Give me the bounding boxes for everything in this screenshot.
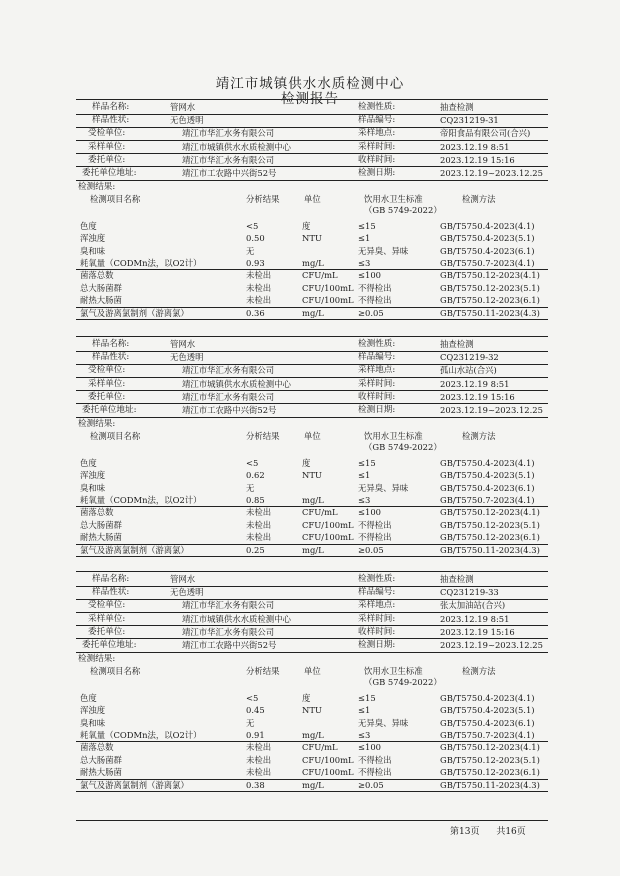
unit-value: CFU/100mL — [302, 532, 354, 543]
item-name: 臭和味 — [80, 482, 106, 493]
sampling-unit-value: 靖江市城镇供水水质检测中心 — [182, 613, 291, 624]
item-name: 耗氧量（CODMn法，以O2计） — [80, 729, 202, 740]
client-unit-label: 受检单位: — [88, 600, 126, 611]
sampling-time-label: 采样时间: — [358, 378, 396, 389]
table-row — [0, 779, 620, 792]
method-value: GB/T5750.11-2023(4.3) — [440, 544, 540, 555]
item-name: 耗氧量（CODMn法，以O2计） — [80, 257, 202, 268]
item-name: 浑浊度 — [80, 470, 106, 481]
item-name: 浑浊度 — [80, 233, 106, 244]
section-bottom-rule — [76, 556, 548, 557]
table-row — [0, 741, 620, 754]
sampling-site-value: 张太加油站(合兴) — [440, 600, 506, 611]
column-header-sub — [0, 204, 620, 217]
standard-value: 不得检出 — [358, 295, 392, 306]
entrust-unit-value: 靖江市华汇水务有限公司 — [182, 626, 275, 637]
sample-property-value: 无色透明 — [170, 587, 204, 598]
item-name: 氯气及游离氯制剂（游离氯） — [80, 307, 189, 318]
standard-value: ≤1 — [358, 470, 371, 481]
sample-name-label: 样品名称: — [92, 102, 130, 112]
method-value: GB/T5750.12-2023(5.1) — [440, 519, 540, 530]
table-row — [0, 294, 620, 307]
table-row — [0, 729, 620, 742]
table-row — [0, 531, 620, 544]
standard-value: ≤100 — [358, 270, 382, 281]
item-name: 菌落总数 — [80, 507, 114, 518]
receive-time-value: 2023.12.19 15:16 — [440, 154, 515, 165]
standard-value: ≤1 — [358, 705, 371, 716]
meta-row — [0, 154, 620, 167]
meta-row — [0, 573, 620, 586]
table-row — [0, 245, 620, 258]
item-name: 色度 — [80, 220, 97, 231]
col-result-header: 分析结果 — [246, 665, 280, 676]
method-value: GB/T5750.11-2023(4.3) — [440, 307, 540, 318]
method-value: GB/T5750.12-2023(4.1) — [440, 270, 540, 281]
item-name: 耗氧量（CODMn法，以O2计） — [80, 494, 202, 505]
results-label: 检测结果: — [78, 418, 116, 429]
table-row — [0, 269, 620, 282]
meta-row — [0, 613, 620, 626]
standard-value: ≤15 — [358, 220, 376, 231]
col-item-header: 检测项目名称 — [90, 430, 141, 441]
result-value: 0.36 — [246, 307, 265, 318]
item-name: 耐热大肠菌 — [80, 767, 122, 778]
unit-value: mg/L — [302, 494, 324, 505]
method-value: GB/T5750.12-2023(4.1) — [440, 742, 540, 753]
col-method-header: 检测方法 — [462, 665, 496, 676]
sample-property-value: 无色透明 — [170, 115, 204, 126]
standard-value: 无异臭、异味 — [358, 482, 409, 493]
page-number: 第13页 — [450, 827, 480, 837]
meta-row — [0, 141, 620, 154]
unit-value: CFU/100mL — [302, 282, 354, 293]
meta-row — [0, 364, 620, 377]
result-value: 0.91 — [246, 729, 265, 740]
table-row — [0, 519, 620, 532]
meta-row — [0, 114, 620, 127]
method-value: GB/T5750.4-2023(5.1) — [440, 233, 535, 244]
method-value: GB/T5750.4-2023(5.1) — [440, 470, 535, 481]
table-row — [0, 457, 620, 470]
sample-property-label: 样品性状: — [92, 115, 130, 126]
sample-property-value: 无色透明 — [170, 352, 204, 363]
result-value: 无 — [246, 245, 255, 256]
standard-value: 无异臭、异味 — [358, 245, 409, 256]
report-title: 靖江市城镇供水水质检测中心 — [215, 76, 405, 92]
method-value: GB/T5750.12-2023(5.1) — [440, 754, 540, 765]
result-value: <5 — [246, 692, 259, 703]
item-name: 菌落总数 — [80, 270, 114, 281]
standard-value: ≥0.05 — [358, 544, 384, 555]
meta-row — [0, 127, 620, 140]
sampling-site-label: 采样地点: — [358, 600, 396, 611]
item-name: 臭和味 — [80, 717, 106, 728]
meta-bottom-rule — [76, 652, 548, 653]
report-subtitle: 检测报告 — [281, 91, 339, 107]
table-row — [0, 232, 620, 245]
test-date-value: 2023.12.19~2023.12.25 — [440, 168, 543, 178]
sampling-time-value: 2023.12.19 8:51 — [440, 378, 510, 389]
unit-value: NTU — [302, 705, 322, 716]
result-value: 未检出 — [246, 519, 272, 530]
result-value: 未检出 — [246, 270, 272, 281]
standard-value: ≤100 — [358, 507, 382, 518]
result-value: 未检出 — [246, 742, 272, 753]
method-value: GB/T5750.4-2023(4.1) — [440, 457, 535, 468]
sampling-site-label: 采样地点: — [358, 128, 396, 139]
standard-value: 不得检出 — [358, 532, 392, 543]
unit-value: CFU/mL — [302, 270, 338, 281]
standard-value: ≥0.05 — [358, 307, 384, 318]
column-header-sub — [0, 441, 620, 454]
entrust-address-value: 靖江市工农路中兴街52号 — [182, 640, 277, 650]
test-nature-value: 抽查检测 — [440, 102, 474, 112]
section-bottom-rule — [76, 791, 548, 792]
item-name: 总大肠菌群 — [80, 754, 122, 765]
receive-time-label: 收样时间: — [358, 154, 396, 165]
result-value: 未检出 — [246, 767, 272, 778]
standard-value: 不得检出 — [358, 754, 392, 765]
sampling-site-value: 帝阳食品有限公司(合兴) — [440, 128, 531, 139]
sample-name-value: 管网水 — [170, 102, 196, 112]
client-unit-label: 受检单位: — [88, 365, 126, 376]
unit-value: 度 — [302, 692, 311, 703]
method-value: GB/T5750.12-2023(6.1) — [440, 532, 540, 543]
sampling-time-label: 采样时间: — [358, 141, 396, 152]
col-item-header: 检测项目名称 — [90, 193, 141, 204]
table-row — [0, 544, 620, 557]
method-value: GB/T5750.12-2023(6.1) — [440, 767, 540, 778]
unit-value: mg/L — [302, 779, 324, 790]
item-name: 臭和味 — [80, 245, 106, 256]
section-top-rule — [76, 99, 548, 100]
unit-value: 度 — [302, 220, 311, 231]
unit-value: CFU/mL — [302, 742, 338, 753]
unit-value: mg/L — [302, 257, 324, 268]
result-value: <5 — [246, 457, 259, 468]
standard-value: ≤15 — [358, 692, 376, 703]
results-label: 检测结果: — [78, 653, 116, 664]
sample-number-value: CQ231219-31 — [440, 115, 499, 126]
unit-value: CFU/100mL — [302, 754, 354, 765]
sampling-unit-value: 靖江市城镇供水水质检测中心 — [182, 378, 291, 389]
unit-value: CFU/100mL — [302, 295, 354, 306]
method-value: GB/T5750.4-2023(5.1) — [440, 705, 535, 716]
standard-value: 不得检出 — [358, 282, 392, 293]
test-nature-label: 检测性质: — [358, 339, 396, 349]
unit-value: 度 — [302, 457, 311, 468]
sample-property-label: 样品性状: — [92, 352, 130, 363]
result-value: 未检出 — [246, 295, 272, 306]
entrust-address-value: 靖江市工农路中兴街52号 — [182, 168, 277, 178]
sample-number-label: 样品编号: — [358, 115, 396, 126]
meta-row — [0, 404, 620, 417]
result-value: 未检出 — [246, 532, 272, 543]
method-value: GB/T5750.7-2023(4.1) — [440, 729, 535, 740]
entrust-unit-value: 靖江市华汇水务有限公司 — [182, 391, 275, 402]
method-value: GB/T5750.12-2023(6.1) — [440, 295, 540, 306]
receive-time-value: 2023.12.19 15:16 — [440, 391, 515, 402]
col-standard-header: 饮用水卫生标准 — [364, 665, 423, 676]
receive-time-label: 收样时间: — [358, 391, 396, 402]
method-value: GB/T5750.12-2023(4.1) — [440, 507, 540, 518]
meta-row — [0, 639, 620, 652]
col-standard-code: （GB 5749-2022） — [364, 441, 442, 452]
meta-row — [0, 351, 620, 364]
standard-value: ≤3 — [358, 494, 371, 505]
sample-number-label: 样品编号: — [358, 587, 396, 598]
standard-value: 无异臭、异味 — [358, 717, 409, 728]
method-value: GB/T5750.4-2023(6.1) — [440, 482, 535, 493]
result-value: 0.85 — [246, 494, 265, 505]
meta-row — [0, 338, 620, 351]
sample-number-value: CQ231219-32 — [440, 352, 499, 363]
meta-row — [0, 626, 620, 639]
item-name: 总大肠菌群 — [80, 282, 122, 293]
table-row — [0, 754, 620, 767]
entrust-unit-value: 靖江市华汇水务有限公司 — [182, 154, 275, 165]
result-value: 0.25 — [246, 544, 265, 555]
unit-value: mg/L — [302, 729, 324, 740]
result-value: 未检出 — [246, 754, 272, 765]
test-nature-label: 检测性质: — [358, 574, 396, 584]
sampling-time-value: 2023.12.19 8:51 — [440, 613, 510, 624]
col-standard-code: （GB 5749-2022） — [364, 204, 442, 215]
entrust-address-value: 靖江市工农路中兴街52号 — [182, 405, 277, 415]
col-standard-header: 饮用水卫生标准 — [364, 430, 423, 441]
receive-time-value: 2023.12.19 15:16 — [440, 626, 515, 637]
test-date-value: 2023.12.19~2023.12.25 — [440, 405, 543, 415]
col-standard-code: （GB 5749-2022） — [364, 676, 442, 687]
client-unit-value: 靖江市华汇水务有限公司 — [182, 128, 275, 139]
page-total: 共16页 — [496, 827, 526, 837]
sample-name-value: 管网水 — [170, 339, 196, 349]
result-value: 0.93 — [246, 257, 265, 268]
entrust-unit-label: 委托单位: — [88, 154, 126, 165]
sample-name-label: 样品名称: — [92, 574, 130, 584]
meta-bottom-rule — [76, 180, 548, 181]
test-date-label: 检测日期: — [358, 405, 396, 415]
col-method-header: 检测方法 — [462, 430, 496, 441]
test-nature-value: 抽查检测 — [440, 574, 474, 584]
standard-value: ≤15 — [358, 457, 376, 468]
footer-rule — [76, 820, 548, 821]
unit-value: mg/L — [302, 544, 324, 555]
entrust-address-label: 委托单位地址: — [82, 168, 137, 178]
standard-value: ≤3 — [358, 257, 371, 268]
meta-row — [0, 101, 620, 114]
standard-value: 不得检出 — [358, 519, 392, 530]
col-unit-header: 单位 — [304, 193, 321, 204]
entrust-address-label: 委托单位地址: — [82, 405, 137, 415]
method-value: GB/T5750.4-2023(6.1) — [440, 717, 535, 728]
table-row — [0, 257, 620, 270]
sample-name-label: 样品名称: — [92, 339, 130, 349]
result-value: 无 — [246, 717, 255, 728]
section-top-rule — [76, 571, 548, 572]
table-row — [0, 282, 620, 295]
unit-value: CFU/100mL — [302, 519, 354, 530]
test-date-label: 检测日期: — [358, 640, 396, 650]
standard-value: ≥0.05 — [358, 779, 384, 790]
col-unit-header: 单位 — [304, 430, 321, 441]
col-standard-header: 饮用水卫生标准 — [364, 193, 423, 204]
table-row — [0, 704, 620, 717]
test-nature-value: 抽查检测 — [440, 339, 474, 349]
sample-number-value: CQ231219-33 — [440, 587, 499, 598]
receive-time-label: 收样时间: — [358, 626, 396, 637]
item-name: 浑浊度 — [80, 705, 106, 716]
method-value: GB/T5750.12-2023(5.1) — [440, 282, 540, 293]
section-top-rule — [76, 336, 548, 337]
method-value: GB/T5750.4-2023(6.1) — [440, 245, 535, 256]
method-value: GB/T5750.4-2023(4.1) — [440, 220, 535, 231]
standard-value: 不得检出 — [358, 767, 392, 778]
entrust-unit-label: 委托单位: — [88, 391, 126, 402]
sampling-unit-label: 采样单位: — [88, 613, 126, 624]
sampling-time-label: 采样时间: — [358, 613, 396, 624]
method-value: GB/T5750.7-2023(4.1) — [440, 257, 535, 268]
sampling-unit-label: 采样单位: — [88, 378, 126, 389]
unit-value: CFU/100mL — [302, 767, 354, 778]
item-name: 氯气及游离氯制剂（游离氯） — [80, 544, 189, 555]
column-header-sub — [0, 676, 620, 689]
unit-value: CFU/mL — [302, 507, 338, 518]
test-nature-label: 检测性质: — [358, 102, 396, 112]
col-method-header: 检测方法 — [462, 193, 496, 204]
meta-row — [0, 167, 620, 180]
col-result-header: 分析结果 — [246, 430, 280, 441]
standard-value: ≤100 — [358, 742, 382, 753]
sample-number-label: 样品编号: — [358, 352, 396, 363]
table-row — [0, 506, 620, 519]
result-value: 0.62 — [246, 470, 265, 481]
table-row — [0, 307, 620, 320]
result-value: 未检出 — [246, 282, 272, 293]
item-name: 耐热大肠菌 — [80, 295, 122, 306]
item-name: 氯气及游离氯制剂（游离氯） — [80, 779, 189, 790]
sample-name-value: 管网水 — [170, 574, 196, 584]
client-unit-value: 靖江市华汇水务有限公司 — [182, 365, 275, 376]
client-unit-label: 受检单位: — [88, 128, 126, 139]
item-name: 色度 — [80, 692, 97, 703]
unit-value: NTU — [302, 470, 322, 481]
col-item-header: 检测项目名称 — [90, 665, 141, 676]
unit-value: NTU — [302, 233, 322, 244]
meta-row — [0, 378, 620, 391]
table-row — [0, 220, 620, 233]
sampling-unit-value: 靖江市城镇供水水质检测中心 — [182, 141, 291, 152]
table-row — [0, 482, 620, 495]
standard-value: ≤3 — [358, 729, 371, 740]
method-value: GB/T5750.4-2023(4.1) — [440, 692, 535, 703]
item-name: 总大肠菌群 — [80, 519, 122, 530]
entrust-address-label: 委托单位地址: — [82, 640, 137, 650]
test-date-value: 2023.12.19~2023.12.25 — [440, 640, 543, 650]
meta-row — [0, 586, 620, 599]
sample-property-label: 样品性状: — [92, 587, 130, 598]
standard-value: ≤1 — [358, 233, 371, 244]
result-value: 未检出 — [246, 507, 272, 518]
result-value: 无 — [246, 482, 255, 493]
table-row — [0, 469, 620, 482]
results-label: 检测结果: — [78, 181, 116, 192]
item-name: 菌落总数 — [80, 742, 114, 753]
sampling-site-label: 采样地点: — [358, 365, 396, 376]
col-result-header: 分析结果 — [246, 193, 280, 204]
table-row — [0, 717, 620, 730]
page-footer — [450, 824, 540, 837]
table-row — [0, 494, 620, 507]
section-bottom-rule — [76, 319, 548, 320]
result-value: <5 — [246, 220, 259, 231]
method-value: GB/T5750.11-2023(4.3) — [440, 779, 540, 790]
client-unit-value: 靖江市华汇水务有限公司 — [182, 600, 275, 611]
item-name: 色度 — [80, 457, 97, 468]
sampling-time-value: 2023.12.19 8:51 — [440, 141, 510, 152]
col-unit-header: 单位 — [304, 665, 321, 676]
unit-value: mg/L — [302, 307, 324, 318]
meta-row — [0, 391, 620, 404]
sampling-unit-label: 采样单位: — [88, 141, 126, 152]
test-date-label: 检测日期: — [358, 168, 396, 178]
result-value: 0.45 — [246, 705, 265, 716]
sampling-site-value: 孤山水站(合兴) — [440, 365, 497, 376]
table-row — [0, 692, 620, 705]
meta-row — [0, 599, 620, 612]
entrust-unit-label: 委托单位: — [88, 626, 126, 637]
result-value: 0.38 — [246, 779, 265, 790]
table-row — [0, 766, 620, 779]
method-value: GB/T5750.7-2023(4.1) — [440, 494, 535, 505]
item-name: 耐热大肠菌 — [80, 532, 122, 543]
meta-bottom-rule — [76, 417, 548, 418]
result-value: 0.50 — [246, 233, 265, 244]
